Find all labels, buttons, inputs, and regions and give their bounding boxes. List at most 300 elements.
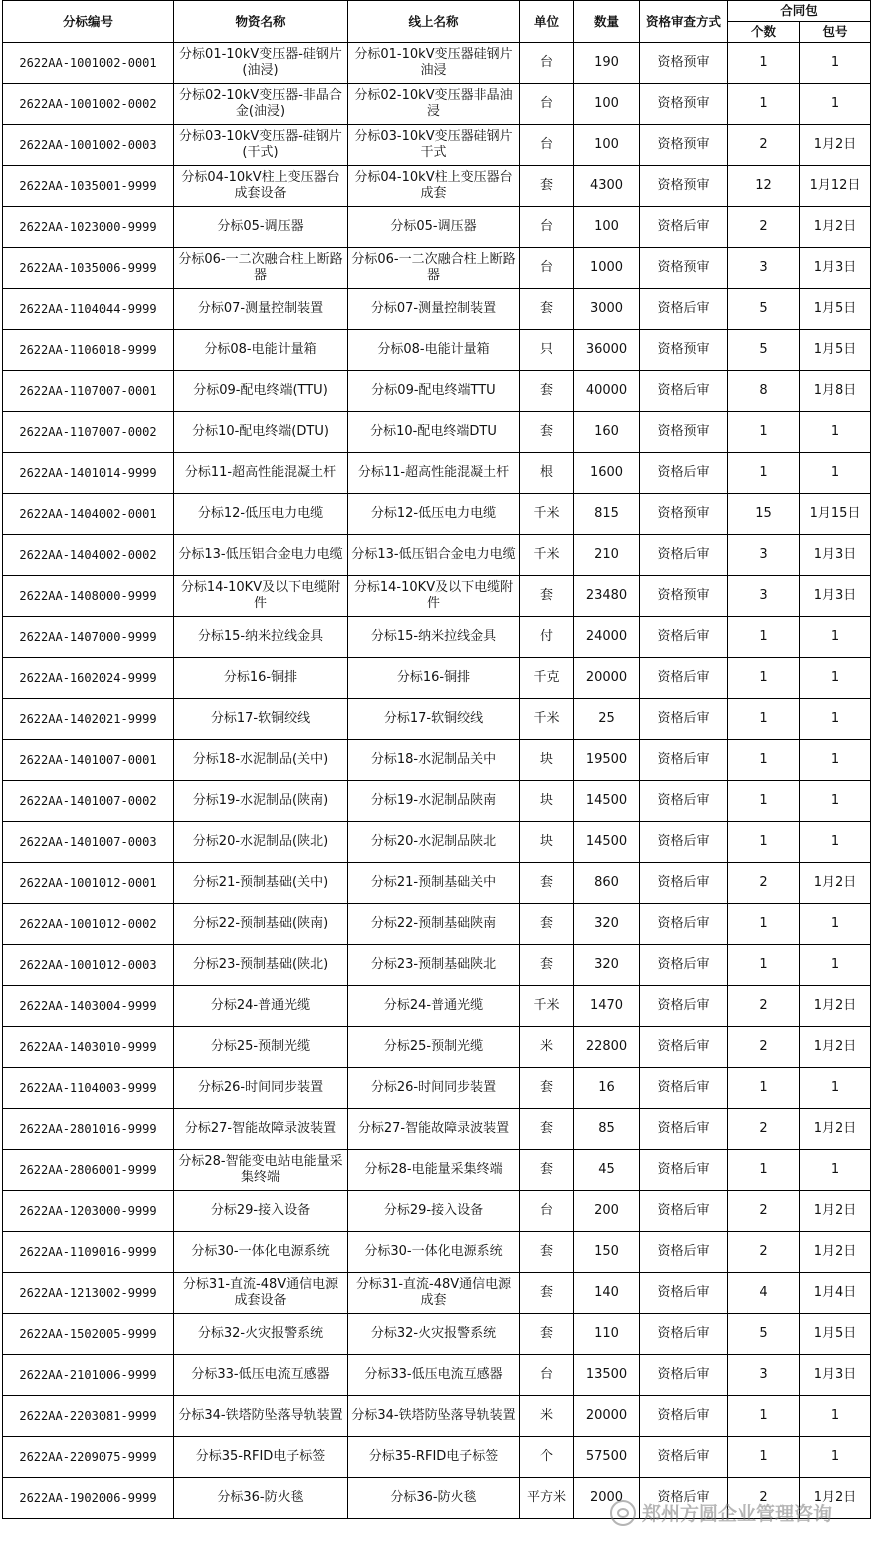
cell-count: 1 [728,945,800,986]
cell-code: 2622AA-2203081-9999 [3,1396,174,1437]
header-count: 个数 [728,22,800,43]
cell-package-no: 1月2日 [800,1478,871,1519]
cell-count: 1 [728,740,800,781]
cell-count: 1 [728,617,800,658]
cell-code: 2622AA-1403004-9999 [3,986,174,1027]
cell-package-no: 1 [800,781,871,822]
cell-material-name: 分标05-调压器 [174,207,348,248]
cell-count: 1 [728,904,800,945]
cell-online-name: 分标22-预制基础陕南 [348,904,520,945]
cell-unit: 块 [520,822,574,863]
table-row [3,289,871,330]
cell-package-no: 1 [800,412,871,453]
cell-package-no: 1月2日 [800,1232,871,1273]
table-row [3,658,871,699]
cell-material-name: 分标18-水泥制品(关中) [174,740,348,781]
cell-review-method: 资格预审 [640,125,728,166]
table-row [3,740,871,781]
cell-material-name: 分标21-预制基础(关中) [174,863,348,904]
table-row [3,863,871,904]
cell-unit: 套 [520,1232,574,1273]
cell-quantity: 1000 [574,248,640,289]
cell-code: 2622AA-1109016-9999 [3,1232,174,1273]
cell-review-method: 资格后审 [640,1396,728,1437]
cell-online-name: 分标06-一二次融合柱上断路器 [348,248,520,289]
cell-material-name: 分标13-低压铝合金电力电缆 [174,535,348,576]
table-row [3,207,871,248]
cell-quantity: 36000 [574,330,640,371]
cell-unit: 套 [520,371,574,412]
cell-unit: 台 [520,248,574,289]
cell-quantity: 150 [574,1232,640,1273]
cell-count: 1 [728,1437,800,1478]
cell-quantity: 45 [574,1150,640,1191]
table-row [3,1150,871,1191]
cell-count: 2 [728,1191,800,1232]
cell-material-name: 分标28-智能变电站电能量采集终端 [174,1150,348,1191]
cell-unit: 块 [520,781,574,822]
cell-material-name: 分标35-RFID电子标签 [174,1437,348,1478]
cell-online-name: 分标27-智能故障录波装置 [348,1109,520,1150]
cell-quantity: 85 [574,1109,640,1150]
cell-code: 2622AA-1107007-0002 [3,412,174,453]
cell-quantity: 16 [574,1068,640,1109]
cell-count: 3 [728,576,800,617]
cell-unit: 根 [520,453,574,494]
cell-online-name: 分标03-10kV变压器硅钢片干式 [348,125,520,166]
cell-count: 1 [728,1068,800,1109]
cell-code: 2622AA-2801016-9999 [3,1109,174,1150]
cell-online-name: 分标07-测量控制装置 [348,289,520,330]
cell-online-name: 分标19-水泥制品陕南 [348,781,520,822]
cell-review-method: 资格预审 [640,576,728,617]
cell-review-method: 资格后审 [640,1478,728,1519]
cell-material-name: 分标34-铁塔防坠落导轨装置 [174,1396,348,1437]
cell-count: 1 [728,658,800,699]
table-row [3,576,871,617]
cell-online-name: 分标30-一体化电源系统 [348,1232,520,1273]
cell-quantity: 2000 [574,1478,640,1519]
cell-code: 2622AA-1001012-0001 [3,863,174,904]
cell-unit: 套 [520,576,574,617]
cell-review-method: 资格预审 [640,494,728,535]
cell-online-name: 分标01-10kV变压器硅钢片油浸 [348,43,520,84]
table-row [3,535,871,576]
cell-unit: 米 [520,1396,574,1437]
cell-code: 2622AA-1404002-0002 [3,535,174,576]
cell-online-name: 分标32-火灾报警系统 [348,1314,520,1355]
table-row [3,1027,871,1068]
cell-unit: 套 [520,904,574,945]
cell-package-no: 1月5日 [800,1314,871,1355]
cell-unit: 付 [520,617,574,658]
cell-quantity: 1470 [574,986,640,1027]
table-row [3,1314,871,1355]
cell-material-name: 分标10-配电终端(DTU) [174,412,348,453]
cell-package-no: 1 [800,1396,871,1437]
cell-quantity: 200 [574,1191,640,1232]
cell-review-method: 资格后审 [640,904,728,945]
cell-online-name: 分标13-低压铝合金电力电缆 [348,535,520,576]
cell-review-method: 资格后审 [640,986,728,1027]
cell-online-name: 分标17-软铜绞线 [348,699,520,740]
cell-code: 2622AA-1001012-0002 [3,904,174,945]
table-body [3,43,871,1519]
cell-code: 2622AA-1404002-0001 [3,494,174,535]
cell-review-method: 资格后审 [640,781,728,822]
cell-package-no: 1月5日 [800,289,871,330]
cell-count: 5 [728,330,800,371]
cell-online-name: 分标15-纳米拉线金具 [348,617,520,658]
cell-unit: 台 [520,43,574,84]
cell-package-no: 1月3日 [800,535,871,576]
table-row [3,945,871,986]
cell-code: 2622AA-1401007-0003 [3,822,174,863]
cell-online-name: 分标35-RFID电子标签 [348,1437,520,1478]
cell-unit: 套 [520,1109,574,1150]
cell-material-name: 分标12-低压电力电缆 [174,494,348,535]
watermark [610,1499,832,1526]
cell-material-name: 分标16-铜排 [174,658,348,699]
cell-package-no: 1月2日 [800,1027,871,1068]
table-row [3,1396,871,1437]
cell-quantity: 24000 [574,617,640,658]
cell-online-name: 分标12-低压电力电缆 [348,494,520,535]
cell-count: 8 [728,371,800,412]
cell-material-name: 分标08-电能计量箱 [174,330,348,371]
cell-quantity: 815 [574,494,640,535]
cell-package-no: 1月3日 [800,1355,871,1396]
cell-package-no: 1 [800,658,871,699]
cell-count: 3 [728,248,800,289]
cell-count: 3 [728,1355,800,1396]
cell-quantity: 140 [574,1273,640,1314]
cell-review-method: 资格后审 [640,822,728,863]
table-row [3,125,871,166]
cell-package-no: 1月15日 [800,494,871,535]
table-row [3,84,871,125]
cell-unit: 套 [520,1068,574,1109]
cell-online-name: 分标23-预制基础陕北 [348,945,520,986]
table-row [3,412,871,453]
cell-review-method: 资格后审 [640,945,728,986]
cell-count: 1 [728,43,800,84]
cell-quantity: 19500 [574,740,640,781]
cell-unit: 套 [520,289,574,330]
cell-online-name: 分标31-直流-48V通信电源成套 [348,1273,520,1314]
cell-review-method: 资格预审 [640,330,728,371]
cell-package-no: 1 [800,84,871,125]
cell-package-no: 1 [800,822,871,863]
cell-quantity: 210 [574,535,640,576]
header-quantity: 数量 [574,1,640,43]
cell-code: 2622AA-1001002-0001 [3,43,174,84]
cell-material-name: 分标07-测量控制装置 [174,289,348,330]
cell-quantity: 23480 [574,576,640,617]
cell-online-name: 分标05-调压器 [348,207,520,248]
cell-review-method: 资格预审 [640,166,728,207]
cell-code: 2622AA-2209075-9999 [3,1437,174,1478]
cell-code: 2622AA-1408000-9999 [3,576,174,617]
cell-package-no: 1月2日 [800,207,871,248]
cell-material-name: 分标20-水泥制品(陕北) [174,822,348,863]
cell-count: 2 [728,207,800,248]
cell-online-name: 分标21-预制基础关中 [348,863,520,904]
table-row [3,371,871,412]
cell-review-method: 资格后审 [640,1437,728,1478]
cell-count: 2 [728,986,800,1027]
cell-code: 2622AA-2101006-9999 [3,1355,174,1396]
cell-online-name: 分标14-10KV及以下电缆附件 [348,576,520,617]
cell-material-name: 分标22-预制基础(陕南) [174,904,348,945]
cell-quantity: 1600 [574,453,640,494]
cell-code: 2622AA-1602024-9999 [3,658,174,699]
cell-package-no: 1 [800,1068,871,1109]
cell-material-name: 分标04-10kV柱上变压器台成套设备 [174,166,348,207]
cell-review-method: 资格后审 [640,658,728,699]
cell-material-name: 分标27-智能故障录波装置 [174,1109,348,1150]
cell-review-method: 资格后审 [640,1273,728,1314]
cell-material-name: 分标29-接入设备 [174,1191,348,1232]
cell-count: 1 [728,822,800,863]
cell-unit: 个 [520,1437,574,1478]
cell-unit: 千克 [520,658,574,699]
cell-code: 2622AA-1035006-9999 [3,248,174,289]
cell-code: 2622AA-1001002-0003 [3,125,174,166]
cell-material-name: 分标15-纳米拉线金具 [174,617,348,658]
cell-review-method: 资格后审 [640,535,728,576]
cell-material-name: 分标02-10kV变压器-非晶合金(油浸) [174,84,348,125]
cell-unit: 米 [520,1027,574,1068]
cell-count: 1 [728,453,800,494]
cell-quantity: 40000 [574,371,640,412]
cell-unit: 套 [520,412,574,453]
cell-package-no: 1月4日 [800,1273,871,1314]
cell-review-method: 资格后审 [640,1191,728,1232]
cell-count: 1 [728,699,800,740]
table-row [3,822,871,863]
cell-unit: 套 [520,1150,574,1191]
cell-unit: 平方米 [520,1478,574,1519]
cell-material-name: 分标33-低压电流互感器 [174,1355,348,1396]
cell-material-name: 分标26-时间同步装置 [174,1068,348,1109]
cell-quantity: 14500 [574,781,640,822]
cell-review-method: 资格后审 [640,371,728,412]
cell-unit: 台 [520,1355,574,1396]
table-row [3,453,871,494]
cell-count: 5 [728,1314,800,1355]
cell-quantity: 20000 [574,1396,640,1437]
header-material: 物资名称 [174,1,348,43]
table-row [3,986,871,1027]
cell-count: 1 [728,1396,800,1437]
cell-count: 1 [728,84,800,125]
cell-code: 2622AA-1403010-9999 [3,1027,174,1068]
cell-online-name: 分标24-普通光缆 [348,986,520,1027]
cell-code: 2622AA-1902006-9999 [3,1478,174,1519]
cell-count: 1 [728,1150,800,1191]
cell-code: 2622AA-1401007-0002 [3,781,174,822]
cell-unit: 台 [520,207,574,248]
cell-review-method: 资格后审 [640,1314,728,1355]
header-online-name: 线上名称 [348,1,520,43]
cell-quantity: 3000 [574,289,640,330]
cell-review-method: 资格后审 [640,1232,728,1273]
cell-material-name: 分标19-水泥制品(陕南) [174,781,348,822]
table-row [3,617,871,658]
cell-material-name: 分标30-一体化电源系统 [174,1232,348,1273]
cell-material-name: 分标25-预制光缆 [174,1027,348,1068]
cell-unit: 套 [520,1314,574,1355]
cell-material-name: 分标31-直流-48V通信电源成套设备 [174,1273,348,1314]
cell-review-method: 资格后审 [640,1150,728,1191]
cell-package-no: 1月2日 [800,1191,871,1232]
wechat-icon [610,1500,636,1526]
cell-code: 2622AA-1104044-9999 [3,289,174,330]
cell-package-no: 1月2日 [800,863,871,904]
cell-code: 2622AA-1023000-9999 [3,207,174,248]
cell-package-no: 1月5日 [800,330,871,371]
cell-online-name: 分标20-水泥制品陕北 [348,822,520,863]
cell-package-no: 1 [800,1437,871,1478]
cell-package-no: 1月2日 [800,986,871,1027]
cell-code: 2622AA-1402021-9999 [3,699,174,740]
cell-count: 12 [728,166,800,207]
cell-count: 2 [728,1478,800,1519]
cell-quantity: 14500 [574,822,640,863]
cell-review-method: 资格预审 [640,412,728,453]
cell-quantity: 22800 [574,1027,640,1068]
cell-material-name: 分标17-软铜绞线 [174,699,348,740]
cell-package-no: 1 [800,699,871,740]
cell-code: 2622AA-1104003-9999 [3,1068,174,1109]
cell-material-name: 分标09-配电终端(TTU) [174,371,348,412]
bid-lot-table [2,0,871,1519]
cell-count: 15 [728,494,800,535]
cell-quantity: 25 [574,699,640,740]
header-package-no: 包号 [800,22,871,43]
cell-code: 2622AA-1213002-9999 [3,1273,174,1314]
cell-review-method: 资格后审 [640,699,728,740]
table-row [3,1273,871,1314]
cell-package-no: 1月8日 [800,371,871,412]
table-row [3,1355,871,1396]
cell-online-name: 分标18-水泥制品关中 [348,740,520,781]
cell-review-method: 资格预审 [640,43,728,84]
cell-material-name: 分标32-火灾报警系统 [174,1314,348,1355]
cell-online-name: 分标34-铁塔防坠落导轨装置 [348,1396,520,1437]
cell-online-name: 分标29-接入设备 [348,1191,520,1232]
header-review-method: 资格审查方式 [640,1,728,43]
cell-online-name: 分标28-电能量采集终端 [348,1150,520,1191]
cell-online-name: 分标02-10kV变压器非晶油浸 [348,84,520,125]
cell-quantity: 860 [574,863,640,904]
table-row [3,904,871,945]
cell-quantity: 4300 [574,166,640,207]
cell-unit: 套 [520,945,574,986]
cell-count: 2 [728,1232,800,1273]
cell-quantity: 20000 [574,658,640,699]
cell-unit: 台 [520,125,574,166]
cell-unit: 台 [520,1191,574,1232]
cell-review-method: 资格后审 [640,207,728,248]
cell-code: 2622AA-1106018-9999 [3,330,174,371]
cell-quantity: 100 [574,125,640,166]
cell-code: 2622AA-2806001-9999 [3,1150,174,1191]
cell-review-method: 资格后审 [640,1355,728,1396]
cell-quantity: 100 [574,84,640,125]
cell-code: 2622AA-1401007-0001 [3,740,174,781]
cell-count: 5 [728,289,800,330]
cell-package-no: 1月3日 [800,576,871,617]
cell-unit: 套 [520,1273,574,1314]
cell-material-name: 分标24-普通光缆 [174,986,348,1027]
cell-review-method: 资格后审 [640,453,728,494]
header-contract-package: 合同包 [728,1,871,22]
table-row [3,699,871,740]
cell-unit: 台 [520,84,574,125]
table-row [3,1232,871,1273]
cell-count: 1 [728,412,800,453]
cell-online-name: 分标25-预制光缆 [348,1027,520,1068]
table-row [3,1437,871,1478]
cell-material-name: 分标36-防火毯 [174,1478,348,1519]
header-code: 分标编号 [3,1,174,43]
cell-review-method: 资格后审 [640,1109,728,1150]
table-row [3,248,871,289]
cell-review-method: 资格后审 [640,863,728,904]
cell-package-no: 1月3日 [800,248,871,289]
table-row [3,1068,871,1109]
cell-review-method: 资格后审 [640,289,728,330]
cell-code: 2622AA-1107007-0001 [3,371,174,412]
header-unit: 单位 [520,1,574,43]
cell-code: 2622AA-1001012-0003 [3,945,174,986]
cell-quantity: 320 [574,904,640,945]
table-row [3,166,871,207]
cell-review-method: 资格后审 [640,740,728,781]
cell-unit: 千米 [520,986,574,1027]
cell-quantity: 160 [574,412,640,453]
cell-unit: 千米 [520,535,574,576]
cell-online-name: 分标10-配电终端DTU [348,412,520,453]
cell-unit: 千米 [520,699,574,740]
table-row [3,1191,871,1232]
cell-package-no: 1月12日 [800,166,871,207]
cell-package-no: 1 [800,1150,871,1191]
cell-material-name: 分标01-10kV变压器-硅钢片(油浸) [174,43,348,84]
cell-count: 2 [728,863,800,904]
cell-online-name: 分标33-低压电流互感器 [348,1355,520,1396]
cell-online-name: 分标26-时间同步装置 [348,1068,520,1109]
cell-online-name: 分标11-超高性能混凝土杆 [348,453,520,494]
cell-material-name: 分标03-10kV变压器-硅钢片(干式) [174,125,348,166]
cell-online-name: 分标08-电能计量箱 [348,330,520,371]
cell-review-method: 资格预审 [640,248,728,289]
cell-package-no: 1月2日 [800,125,871,166]
cell-quantity: 57500 [574,1437,640,1478]
cell-count: 2 [728,125,800,166]
cell-count: 1 [728,781,800,822]
cell-online-name: 分标36-防火毯 [348,1478,520,1519]
cell-count: 4 [728,1273,800,1314]
cell-count: 3 [728,535,800,576]
cell-unit: 套 [520,166,574,207]
cell-material-name: 分标06-一二次融合柱上断路器 [174,248,348,289]
cell-material-name: 分标23-预制基础(陕北) [174,945,348,986]
cell-code: 2622AA-1203000-9999 [3,1191,174,1232]
cell-quantity: 110 [574,1314,640,1355]
